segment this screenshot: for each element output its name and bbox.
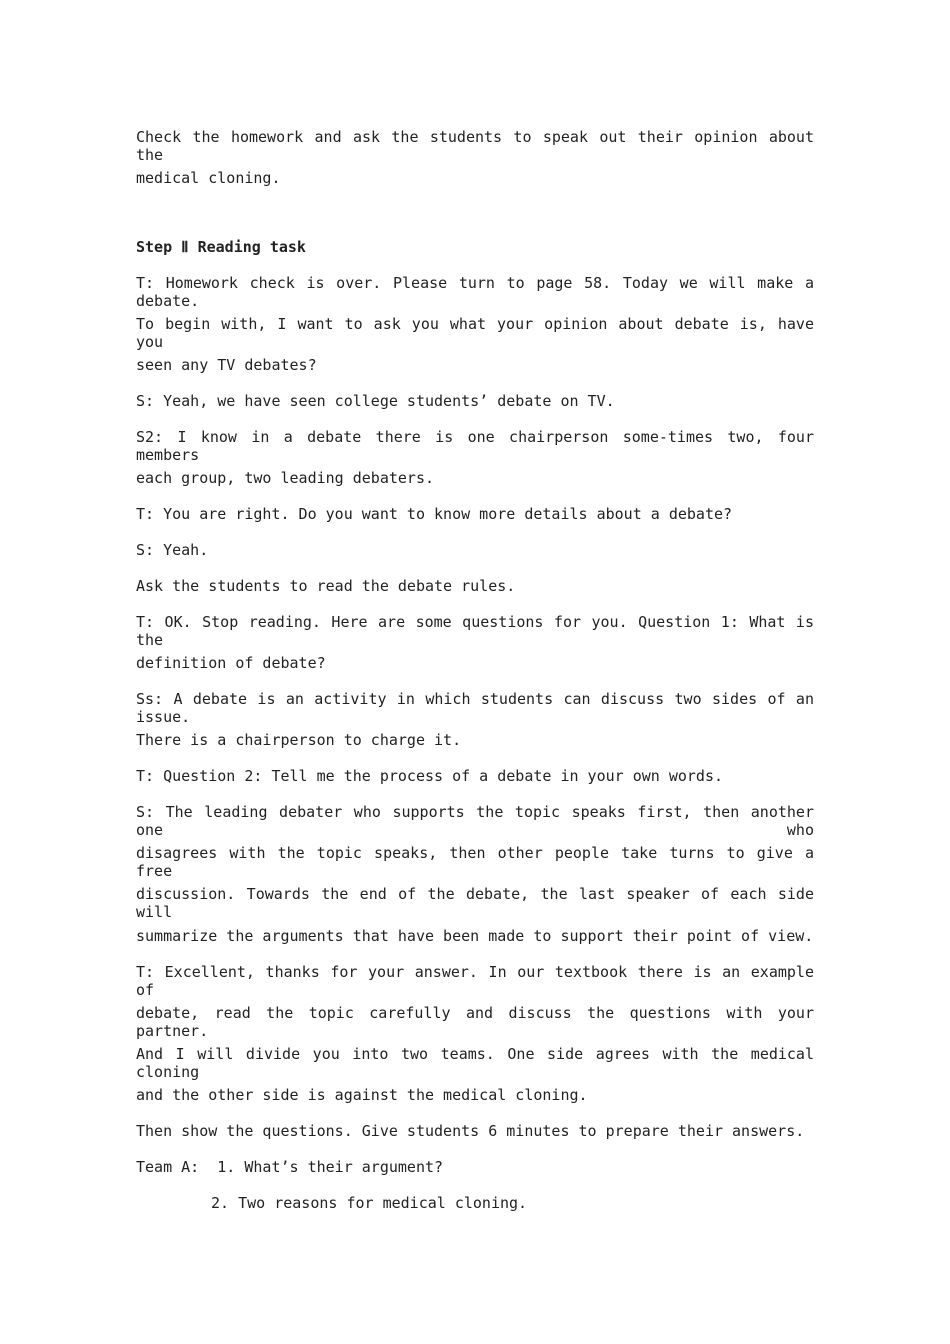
paragraph-line: Then show the questions. Give students 6 minutes to prepare their answers. [136,1122,805,1140]
paragraph-line: T: Homework check is over. Please turn to page 58. Today we will make a debate. [136,274,814,310]
section-heading: Step Ⅱ Reading task [136,238,306,256]
paragraph-line: S: The leading debater who supports the topic speaks first, then another one who [136,803,814,839]
paragraph-line: disagrees with the topic speaks, then other people take turns to give a free [136,844,814,880]
paragraph-line: T: Excellent, thanks for your answer. In our textbook there is an example of [136,963,814,999]
paragraph-line: each group, two leading debaters. [136,469,435,487]
paragraph-line: Ask the students to read the debate rules. [136,577,516,595]
paragraph-line: Check the homework and ask the students to speak out their opinion about the [136,128,814,164]
paragraph-line: seen any TV debates? [136,356,317,374]
paragraph-line: And I will divide you into two teams. One side agrees with the medical cloning [136,1045,814,1081]
paragraph-line: Ss: A debate is an activity in which students can discuss two sides of an issue. [136,690,814,726]
paragraph-line: S2: I know in a debate there is one chairperson some-times two, four members [136,428,814,464]
paragraph-line: T: You are right. Do you want to know more details about a debate? [136,505,733,523]
list-item: 2. Two reasons for medical cloning. [211,1194,528,1212]
paragraph-line: S: Yeah, we have seen college students’ debate on TV. [136,392,615,410]
paragraph-line: and the other side is against the medical cloning. [136,1086,588,1104]
paragraph-line: definition of debate? [136,654,326,672]
paragraph-line: medical cloning. [136,169,281,187]
paragraph-line: T: OK. Stop reading. Here are some questions for you. Question 1: What is the [136,613,814,649]
paragraph-line: summarize the arguments that have been made to support their point of view. [136,927,814,945]
paragraph-line: To begin with, I want to ask you what your opinion about debate is, have you [136,315,814,351]
paragraph-line: There is a chairperson to charge it. [136,731,462,749]
paragraph-line: S: Yeah. [136,541,209,559]
paragraph-line: debate, read the topic carefully and discuss the questions with your partner. [136,1004,814,1040]
paragraph-line: discussion. Towards the end of the debate, the last speaker of each side will [136,885,814,921]
paragraph-line: T: Question 2: Tell me the process of a debate in your own words. [136,767,723,785]
list-item: Team A: 1. What’s their argument? [136,1158,444,1176]
